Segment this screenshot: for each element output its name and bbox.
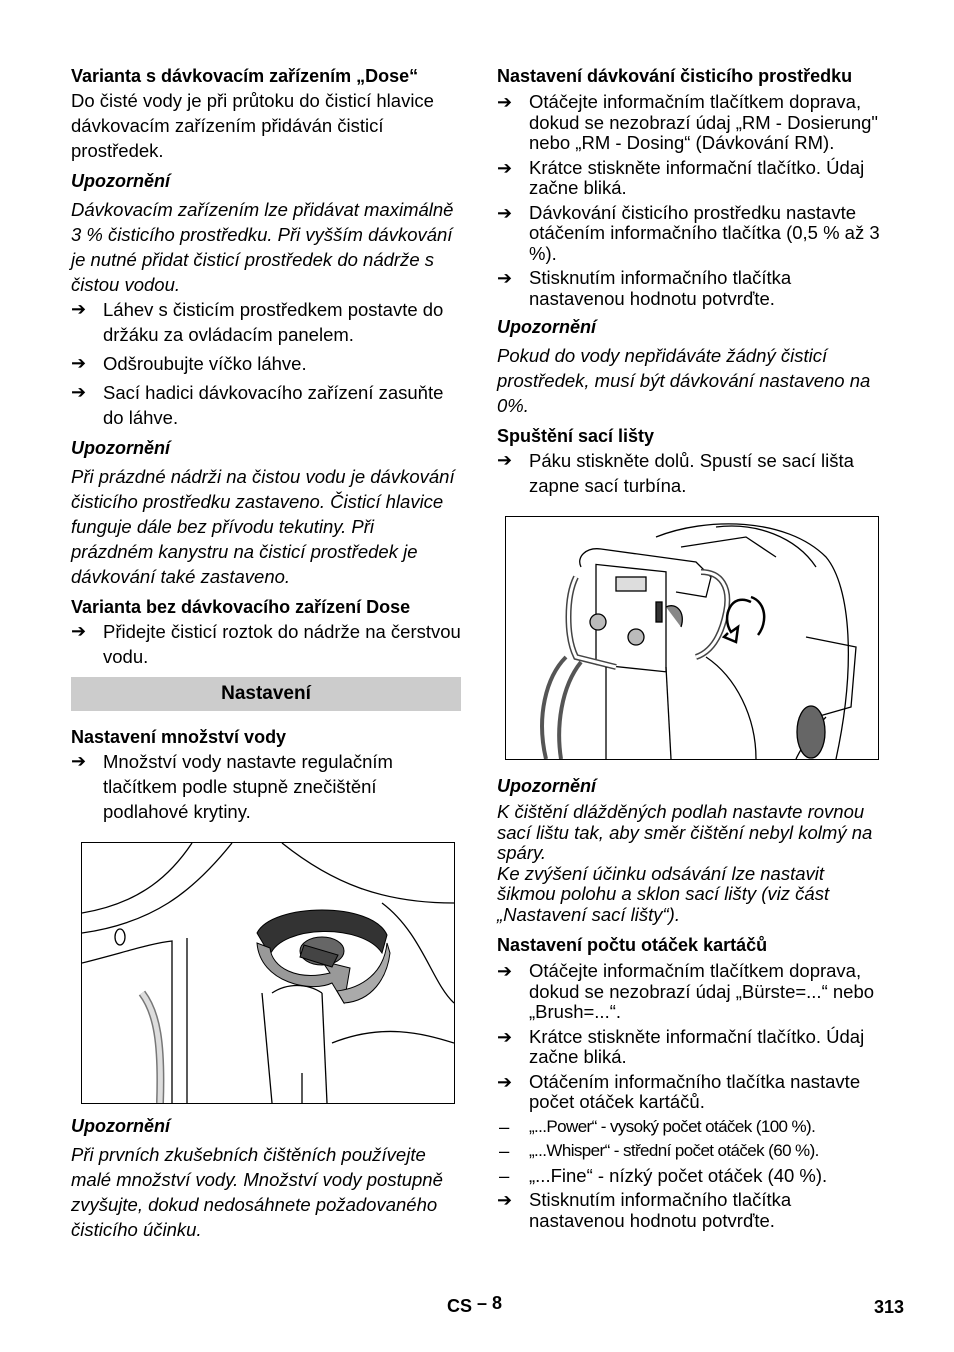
note-title: Upozornění — [71, 171, 170, 191]
dose-variant-text: Do čisté vody je při průtoku do čisticí hlavice dávkovacím zařízením přidáván čisticí prostředek. — [71, 90, 434, 161]
water-amount-heading: Nastavení množství vody — [71, 727, 287, 747]
squeegee-lever-illustration — [505, 516, 879, 760]
arrow-right-icon: ➔ — [497, 157, 513, 178]
list-item: ➔ Krátce stiskněte informační tlačítko. Údaj začne bliká. — [497, 156, 865, 198]
arrow-right-icon: ➔ — [497, 202, 513, 223]
note-text: Ke zvýšení účinku odsávání lze nastavit šikmou polohu a sklon sací lišty (viz část „Nastavení sací lišty“). — [497, 862, 830, 925]
water-knob-illustration — [81, 842, 455, 1104]
list-item: – „...Whisper“ - střední počet otáček (60 %). — [499, 1140, 819, 1161]
dosing-heading: Nastavení dávkování čisticího prostředku — [497, 66, 853, 86]
list-item: ➔ Páku stiskněte dolů. Spustí se sací lišta zapne sací turbína. — [497, 450, 854, 496]
dash-icon: – — [499, 1115, 510, 1137]
arrow-right-icon: ➔ — [497, 1190, 513, 1210]
dash-icon: – — [499, 1164, 510, 1186]
note-text: Při prázdné nádrži na čistou vodu je dávkování čisticího prostředku zastaveno. Čisticí hlavice funguje dále bez přívodu tekutiny. Při prázdném kanystru na čisticí prostředek je dávkování také zastaveno. — [71, 466, 455, 587]
list-item: – „...Power“ - vysoký počet otáček (100 %). — [499, 1115, 816, 1137]
machine-drawing — [506, 517, 878, 759]
list-item: ➔ Dávkování čisticího prostředku nastavte otáčením informačního tlačítka (0,5 % až 3 %). — [497, 201, 880, 264]
arrow-right-icon: ➔ — [497, 1071, 513, 1092]
note-title: Upozornění — [71, 1116, 170, 1136]
squeegee-heading: Spuštění sací lišty — [497, 426, 655, 446]
note-text: Při prvních zkušebních čištěních používejte malé množství vody. Množství vody postupně zvyšujte, dokud nedosáhnete požadovaného čisticího účinku. — [71, 1144, 443, 1240]
note-text: Dávkovacím zařízením lze přidávat maximálně 3 % čisticího prostředku. Při vyšším dávkování je nutné přidat čisticí prostředek do nádrže s čistou vodou. — [71, 199, 454, 295]
arrow-right-icon: ➔ — [71, 353, 87, 373]
arrow-right-icon: ➔ — [497, 268, 513, 288]
arrow-right-icon: ➔ — [71, 751, 87, 771]
arrow-right-icon: ➔ — [71, 299, 87, 319]
dose-variant-heading: Varianta s dávkovacím zařízením „Dose“ — [71, 66, 419, 86]
note-title: Upozornění — [71, 438, 170, 458]
list-item: ➔ Přidejte čisticí roztok do nádrže na čerstvou vodu. — [71, 621, 461, 667]
section-bar-settings: Nastavení — [71, 677, 461, 711]
page-number: 313 — [874, 1297, 905, 1317]
note-text: Pokud do vody nepřidáváte žádný čisticí prostředek, musí být dávkování nastaveno na 0%. — [497, 345, 871, 416]
footer-language: CS – 8 — [447, 1293, 503, 1316]
list-item: ➔ Sací hadici dávkovacího zařízení zasuňte do láhve. — [71, 382, 444, 428]
list-item: ➔ Množství vody nastavte regulačním tlačítkem podle stupně znečištění podlahové krytiny. — [71, 751, 393, 822]
no-dose-variant-heading: Varianta bez dávkovacího zařízení Dose — [71, 597, 411, 617]
arrow-right-icon: ➔ — [497, 1026, 513, 1047]
list-item: ➔ Stisknutím informačního tlačítka nastavenou hodnotu potvrďte. — [497, 267, 792, 309]
note-title: Upozornění — [497, 317, 596, 337]
arrow-right-icon: ➔ — [71, 621, 87, 641]
list-item: – „...Fine“ - nízký počet otáček (40 %). — [499, 1164, 828, 1186]
left-column — [71, 64, 461, 1242]
rotation-arrow-icon — [257, 910, 390, 1003]
list-item: ➔ Otáčejte informačním tlačítkem doprava, dokud se nezobrazí údaj „RM - Dosierung" nebo „RM - Dosing“ (Dávkování RM). — [497, 91, 878, 153]
list-item: ➔ Odšroubujte víčko láhve. — [71, 353, 307, 374]
arrow-right-icon: ➔ — [497, 92, 513, 112]
dash-icon: – — [499, 1140, 510, 1161]
note-title: Upozornění — [497, 776, 596, 796]
brush-speed-heading: Nastavení počtu otáček kartáčů — [497, 935, 768, 955]
list-item: ➔ Otáčením informačního tlačítka nastavte počet otáček kartáčů. — [497, 1070, 861, 1112]
arrow-right-icon: ➔ — [71, 382, 87, 402]
list-item: ➔ Stisknutím informačního tlačítka nastavenou hodnotu potvrďte. — [497, 1189, 792, 1231]
water-knob-drawing — [82, 843, 454, 1103]
list-item: ➔ Láhev s čisticím prostředkem postavte do držáku za ovládacím panelem. — [71, 299, 444, 345]
note-text: K čištění dlážděných podlah nastavte rovnou sací lištu tak, aby směr čištění nebyl kolmý na spáry. — [497, 801, 873, 863]
list-item: ➔ Otáčejte informačním tlačítkem doprava, dokud se nezobrazí údaj „Bürste=...“ nebo „Brush=...“. — [497, 960, 875, 1022]
arrow-right-icon: ➔ — [497, 961, 513, 981]
right-column — [497, 64, 882, 1231]
footer-page: – 8 — [477, 1293, 503, 1313]
list-item: ➔ Krátce stiskněte informační tlačítko. Údaj začne bliká. — [497, 1025, 865, 1067]
arrow-right-icon: ➔ — [497, 450, 513, 470]
